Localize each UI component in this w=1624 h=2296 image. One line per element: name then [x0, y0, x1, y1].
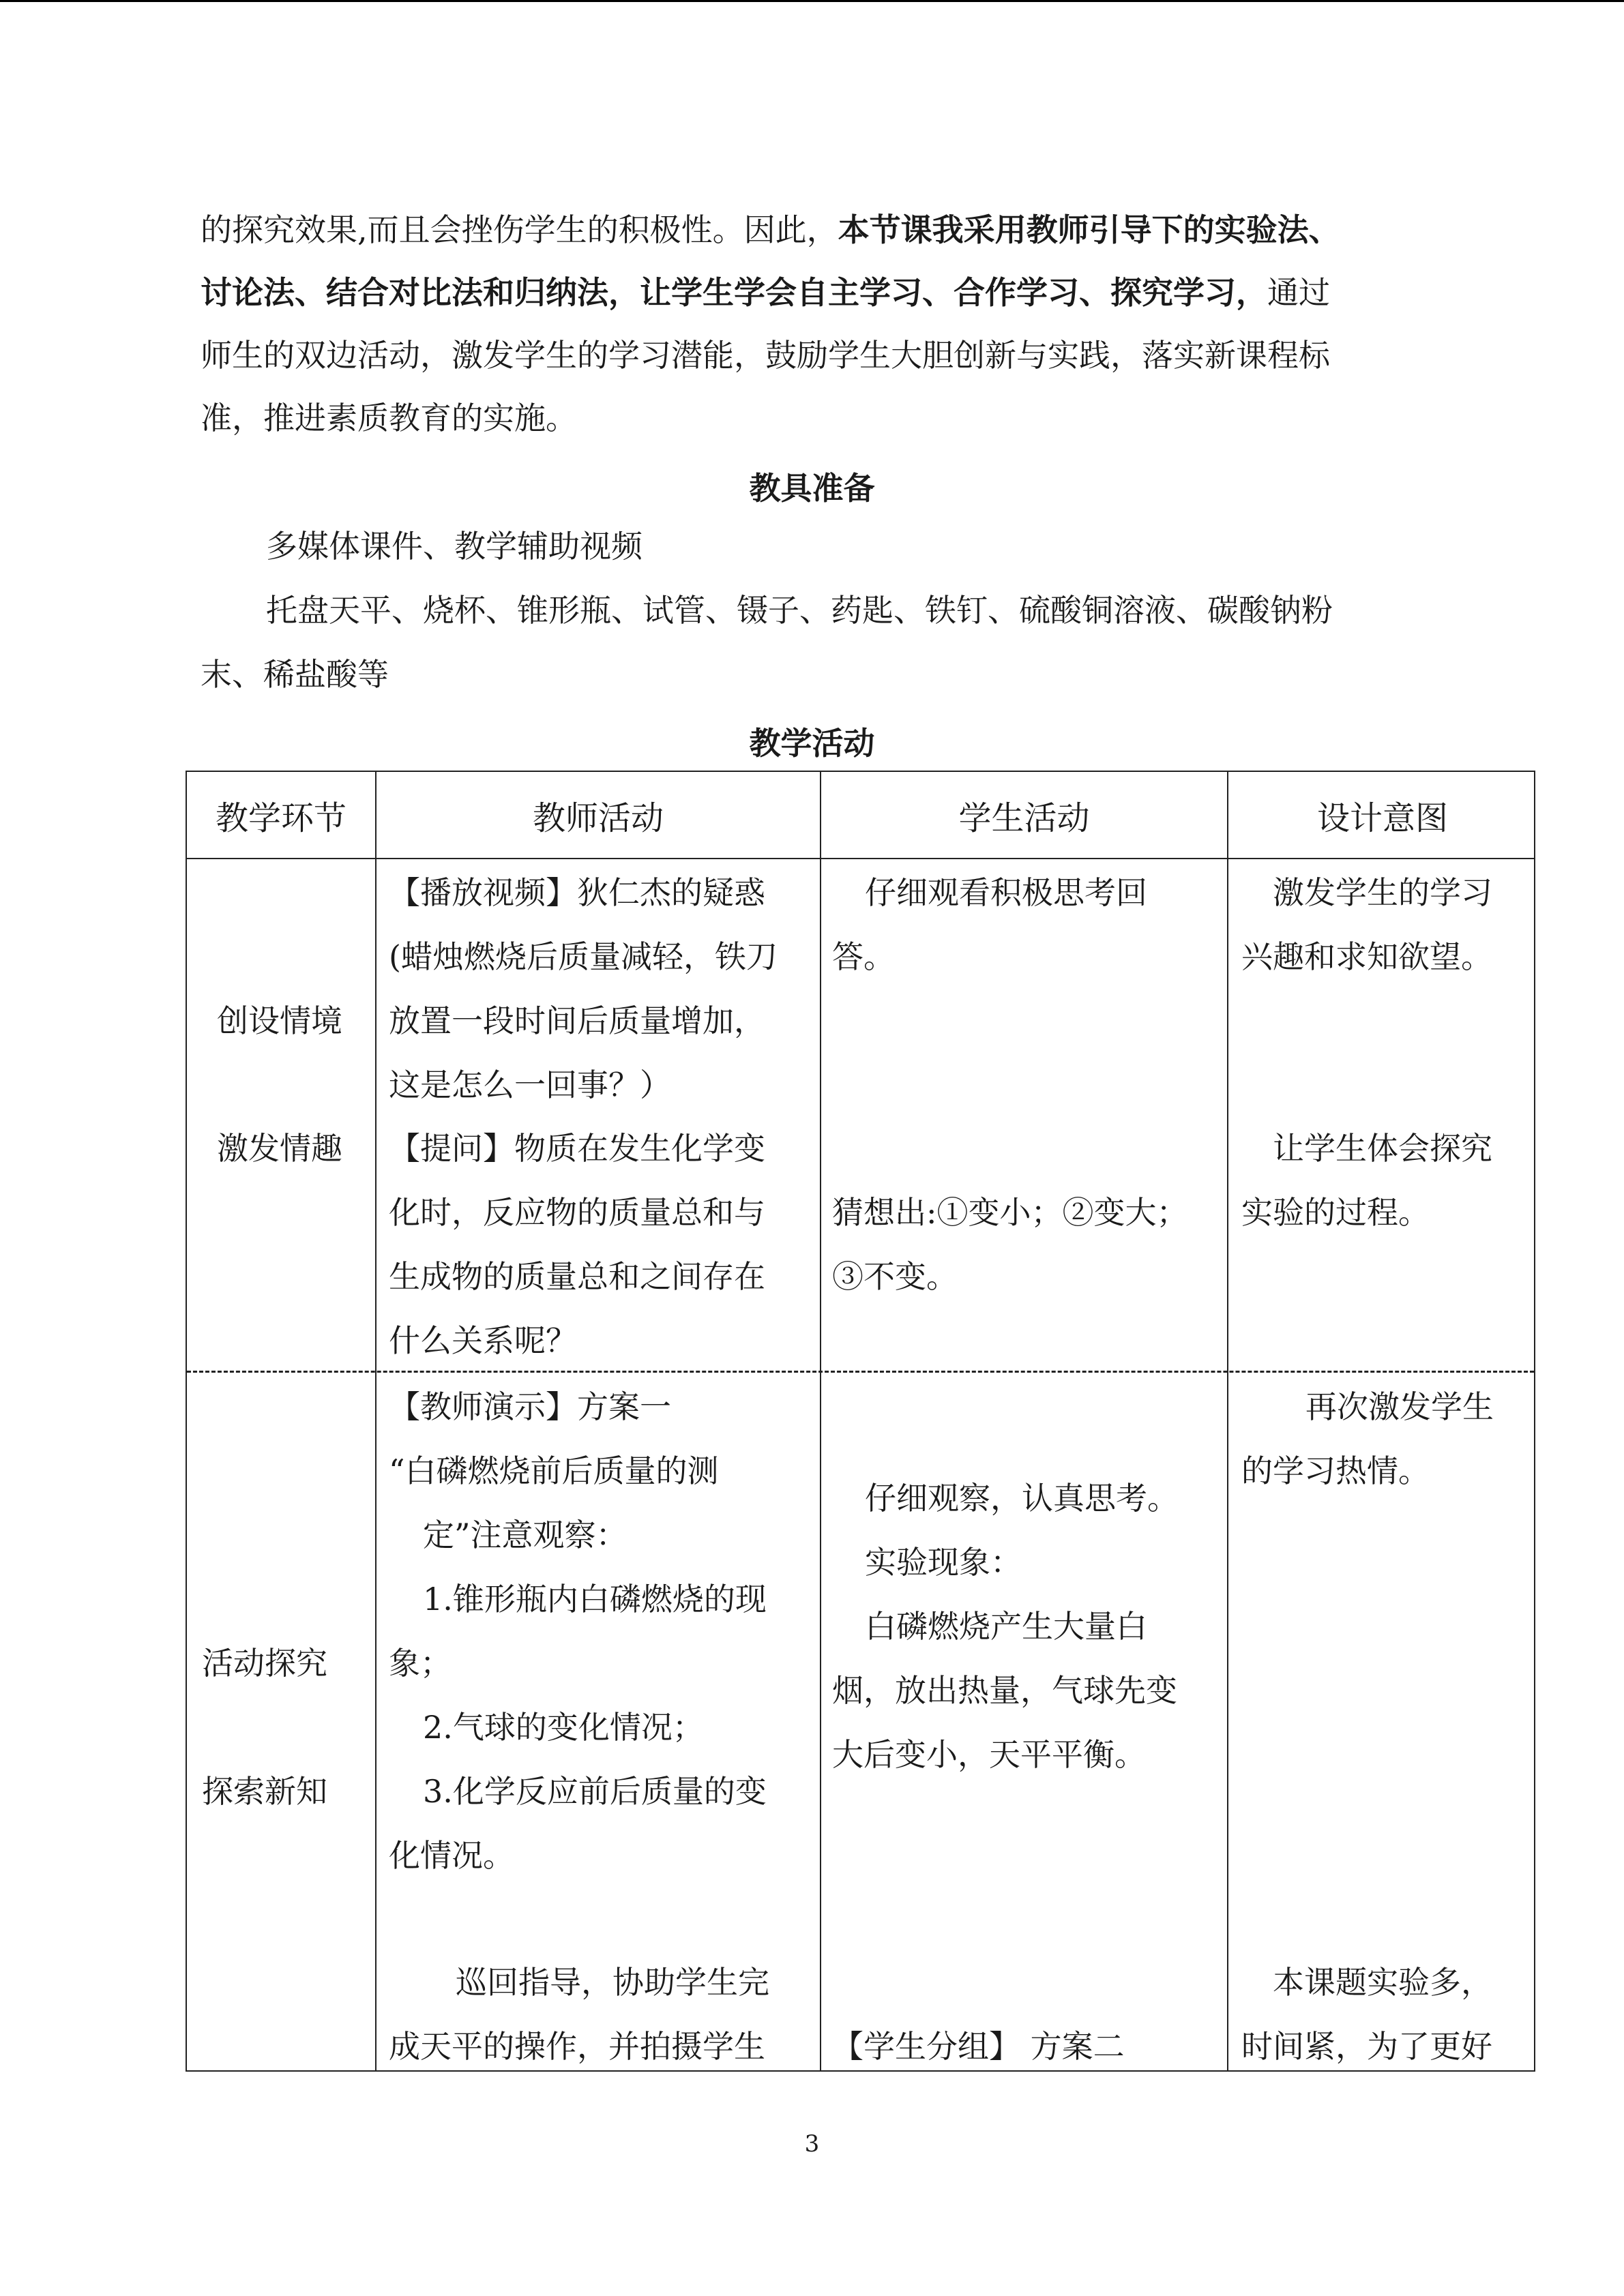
row2-student-line: 仔细观察，认真思考。: [865, 1480, 1179, 1517]
row2-student-line: 实验现象：: [865, 1544, 1022, 1581]
table-header-intent: 设计意图: [1316, 799, 1448, 837]
row1-teacher-line: 生成物的质量总和之间存在: [389, 1258, 765, 1295]
row1-intent-line: 让学生体会探究: [1273, 1130, 1492, 1167]
row2-student-line: 大后变小，天平平衡。: [832, 1736, 1146, 1773]
intro-line-4: 准，推进素质教育的实施。: [201, 400, 577, 436]
row2-teacher-line: 【教师演示】方案一: [389, 1388, 671, 1425]
row1-teacher-line: 什么关系呢？: [389, 1322, 577, 1359]
row2-stage-line: 探索新知: [202, 1773, 327, 1810]
row2-intent-line: 的学习热情。: [1241, 1452, 1430, 1489]
row1-teacher-line: 这是怎么一回事？）: [389, 1067, 671, 1103]
intro-line-3: 师生的双边活动，激发学生的学习潜能，鼓励学生大胆创新与实践，落实新课程标: [201, 337, 1330, 374]
row1-intent-line: 实验的过程。: [1241, 1194, 1430, 1231]
row1-stage-line: 创设情境: [217, 1002, 342, 1039]
row2-teacher-line: 2.气球的变化情况；: [423, 1709, 704, 1746]
row2-student-line: 白磷燃烧产生大量白: [865, 1608, 1147, 1645]
activity-table: [186, 771, 1535, 2072]
intro-bold-text: 本节课我采用教师引导下的实验法、: [838, 211, 1340, 248]
table-header-divider: [187, 858, 1534, 859]
row2-teacher-line: 象；: [389, 1645, 452, 1682]
equipment-line-2: 托盘天平、烧杯、锥形瓶、试管、镊子、药匙、铁钉、硫酸铜溶液、碳酸钠粉: [266, 592, 1333, 629]
row1-teacher-line: 放置一段时间后质量增加，: [389, 1002, 765, 1039]
row2-teacher-line: 化情况。: [389, 1837, 514, 1874]
row1-stage-line: 激发情趣: [217, 1130, 342, 1167]
intro-bold-text: 讨论法、结合对比法和归纳法，让学生学会自主学习、合作学习、探究学习，: [201, 274, 1267, 311]
row1-teacher-line: (蜡烛燃烧后质量减轻，铁刀: [389, 938, 778, 975]
row2-teacher-line: 3.化学反应前后质量的变: [423, 1773, 767, 1810]
page-number: 3: [804, 2130, 820, 2158]
row1-student-line: 答。: [832, 938, 895, 975]
intro-text: 的探究效果,而且会挫伤学生的积极性。因此，: [201, 211, 838, 248]
intro-line-2: [201, 260, 1387, 325]
row2-teacher-line: 定”注意观察：: [423, 1517, 628, 1553]
row1-teacher-line: 【提问】物质在发生化学变: [389, 1130, 765, 1167]
table-col-divider: [375, 772, 377, 2070]
row2-student-line: 【学生分组】 方案二: [832, 2028, 1125, 2065]
row2-teacher-line: 成天平的操作，并拍摄学生: [389, 2028, 765, 2065]
intro-line-1: [201, 198, 1387, 262]
row1-intent-line: 兴趣和求知欲望。: [1241, 938, 1492, 975]
row2-teacher-line: “白磷燃烧前后质量的测: [389, 1452, 719, 1489]
table-col-divider: [1227, 772, 1228, 2070]
row1-intent-line: 激发学生的学习: [1273, 874, 1492, 911]
row2-student-line: 烟，放出热量，气球先变: [832, 1672, 1177, 1709]
table-col-divider: [820, 772, 821, 2070]
section-heading-activity: 教学活动: [749, 725, 875, 762]
row2-teacher-line: 巡回指导，协助学生完: [456, 1964, 769, 2001]
equipment-line-1: 多媒体课件、教学辅助视频: [266, 528, 643, 565]
row2-intent-line: 再次激发学生: [1305, 1388, 1494, 1425]
row2-stage-line: 活动探究: [202, 1645, 327, 1682]
row1-teacher-line: 化时，反应物的质量总和与: [389, 1194, 765, 1231]
row2-teacher-line: 1.锥形瓶内白磷燃烧的现: [423, 1581, 767, 1617]
row1-student-line: 猜想出:①变小；②变大；: [832, 1194, 1188, 1231]
section-heading-equipment: 教具准备: [749, 470, 875, 507]
table-header-student: 学生活动: [958, 799, 1090, 837]
top-border-line: [0, 0, 1624, 2]
table-header-teacher: 教师活动: [532, 799, 664, 837]
intro-text: 通过: [1267, 274, 1330, 311]
equipment-line-3: 末、稀盐酸等: [201, 656, 389, 693]
table-header-stage: 教学环节: [215, 799, 346, 837]
row1-student-line: ③不变。: [832, 1258, 958, 1295]
row2-intent-line: 时间紧，为了更好: [1241, 2028, 1492, 2065]
row2-intent-line: 本课题实验多，: [1273, 1964, 1492, 2001]
row1-student-line: 仔细观看积极思考回: [865, 874, 1147, 911]
row1-teacher-line: 【播放视频】狄仁杰的疑惑: [389, 874, 765, 911]
